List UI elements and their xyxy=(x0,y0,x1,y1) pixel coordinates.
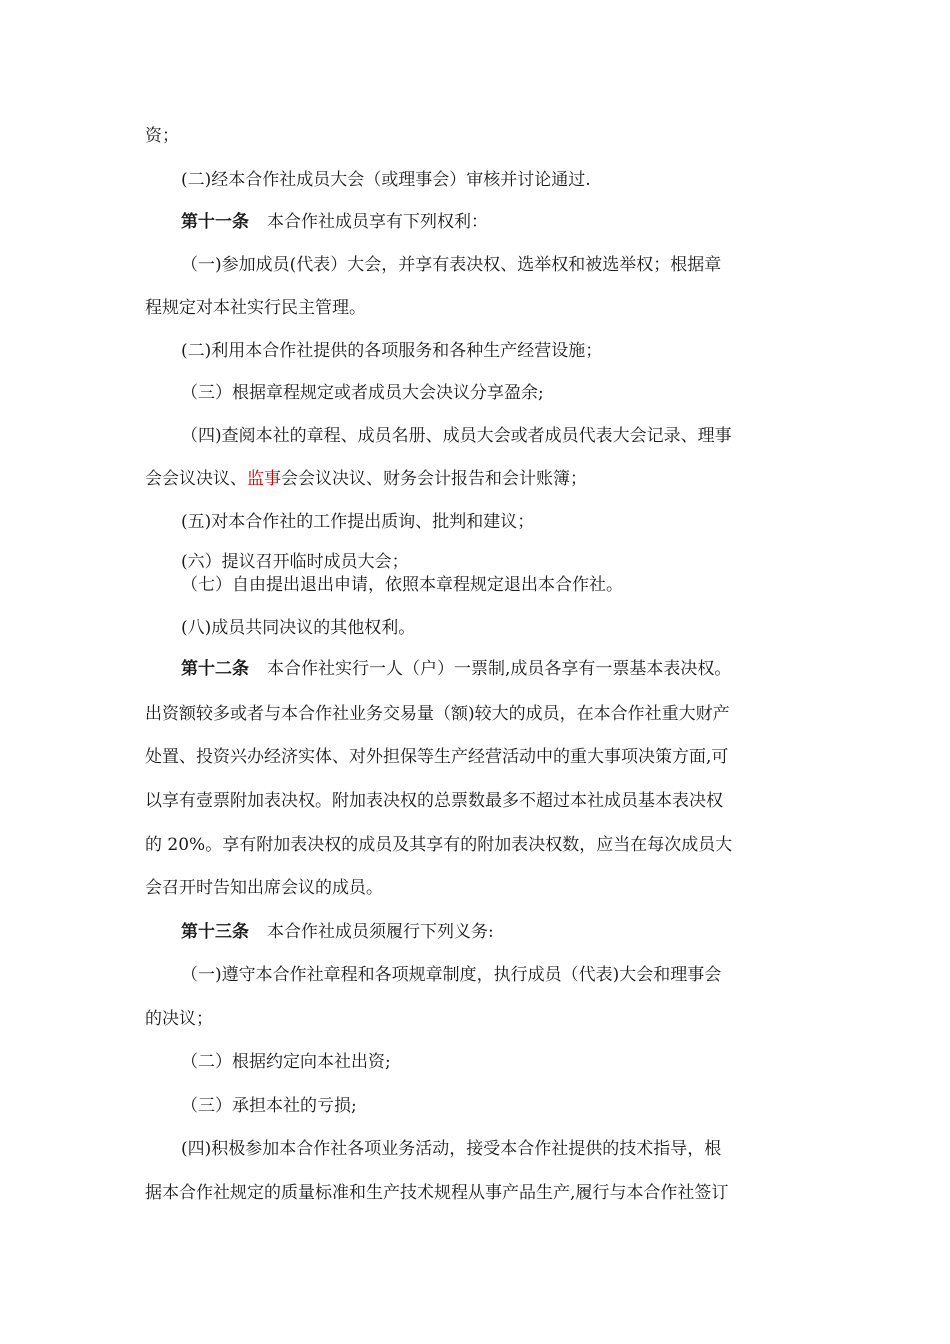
article-heading: 第十二条 xyxy=(181,659,249,679)
highlighted-term: 监事 xyxy=(247,469,281,489)
text-line: 程规定对本社实行民主管理。 xyxy=(145,298,366,318)
text-line: （一)遵守本合作社章程和各项规章制度，执行成员（代表)大会和理事会 xyxy=(181,965,722,985)
text-line: 出资额较多或者与本合作社业务交易量（额)较大的成员，在本合作社重大财产 xyxy=(145,704,730,724)
text-line: (八)成员共同决议的其他权利。 xyxy=(181,618,416,638)
text-line: (六）提议召开临时成员大会； xyxy=(181,552,409,572)
text-line-highlight: 会会议决议、监事会会议决议、财务会计报告和会计账簿； xyxy=(145,469,587,489)
text-line: （四)查阅本社的章程、成员名册、成员大会或者成员代表大会记录、理事 xyxy=(181,426,732,446)
text-line: 以享有壹票附加表决权。附加表决权的总票数最多不超过本社成员基本表决权 xyxy=(145,791,723,811)
text-line: （三）根据章程规定或者成员大会决议分享盈余; xyxy=(181,383,544,403)
article-13 xyxy=(181,920,494,944)
text-line: 资； xyxy=(145,126,179,146)
article-11 xyxy=(181,210,488,234)
text-line: 据本合作社规定的质量标准和生产技术规程从事产品生产,履行与本合作社签订 xyxy=(145,1183,729,1203)
text-line: (五)对本合作社的工作提出质询、批判和建议； xyxy=(181,512,535,532)
text-line: 处置、投资兴办经济实体、对外担保等生产经营活动中的重大事项决策方面,可 xyxy=(145,747,729,767)
article-text: 本合作社成员须履行下列义务: xyxy=(267,922,494,942)
text-line: (二)经本合作社成员大会（或理事会）审核并讨论通过. xyxy=(181,170,591,190)
text-line: (二)利用本合作社提供的各项服务和各种生产经营设施； xyxy=(181,341,603,361)
article-text: 本合作社成员享有下列权利： xyxy=(267,212,488,232)
text-line: （三）承担本社的亏损; xyxy=(181,1096,357,1116)
text-line: （七）自由提出退出申请，依照本章程规定退出本合作社。 xyxy=(181,575,623,595)
article-text: 本合作社实行一人（户）一票制,成员各享有一票基本表决权。 xyxy=(267,659,732,679)
article-12 xyxy=(181,657,731,681)
text-line: (四)积极参加本合作社各项业务活动，接受本合作社提供的技术指导，根 xyxy=(181,1139,722,1159)
article-heading: 第十三条 xyxy=(181,922,249,942)
text-line: （一)参加成员(代表）大会，并享有表决权、选举权和被选举权；根据章 xyxy=(181,255,722,275)
text-line: （二）根据约定向本社出资; xyxy=(181,1052,391,1072)
text-line: 会召开时告知出席会议的成员。 xyxy=(145,878,383,898)
text-line: 的决议； xyxy=(145,1009,213,1029)
text-line: 的 20%。享有附加表决权的成员及其享有的附加表决权数，应当在每次成员大 xyxy=(145,835,733,855)
article-heading: 第十一条 xyxy=(181,212,249,232)
